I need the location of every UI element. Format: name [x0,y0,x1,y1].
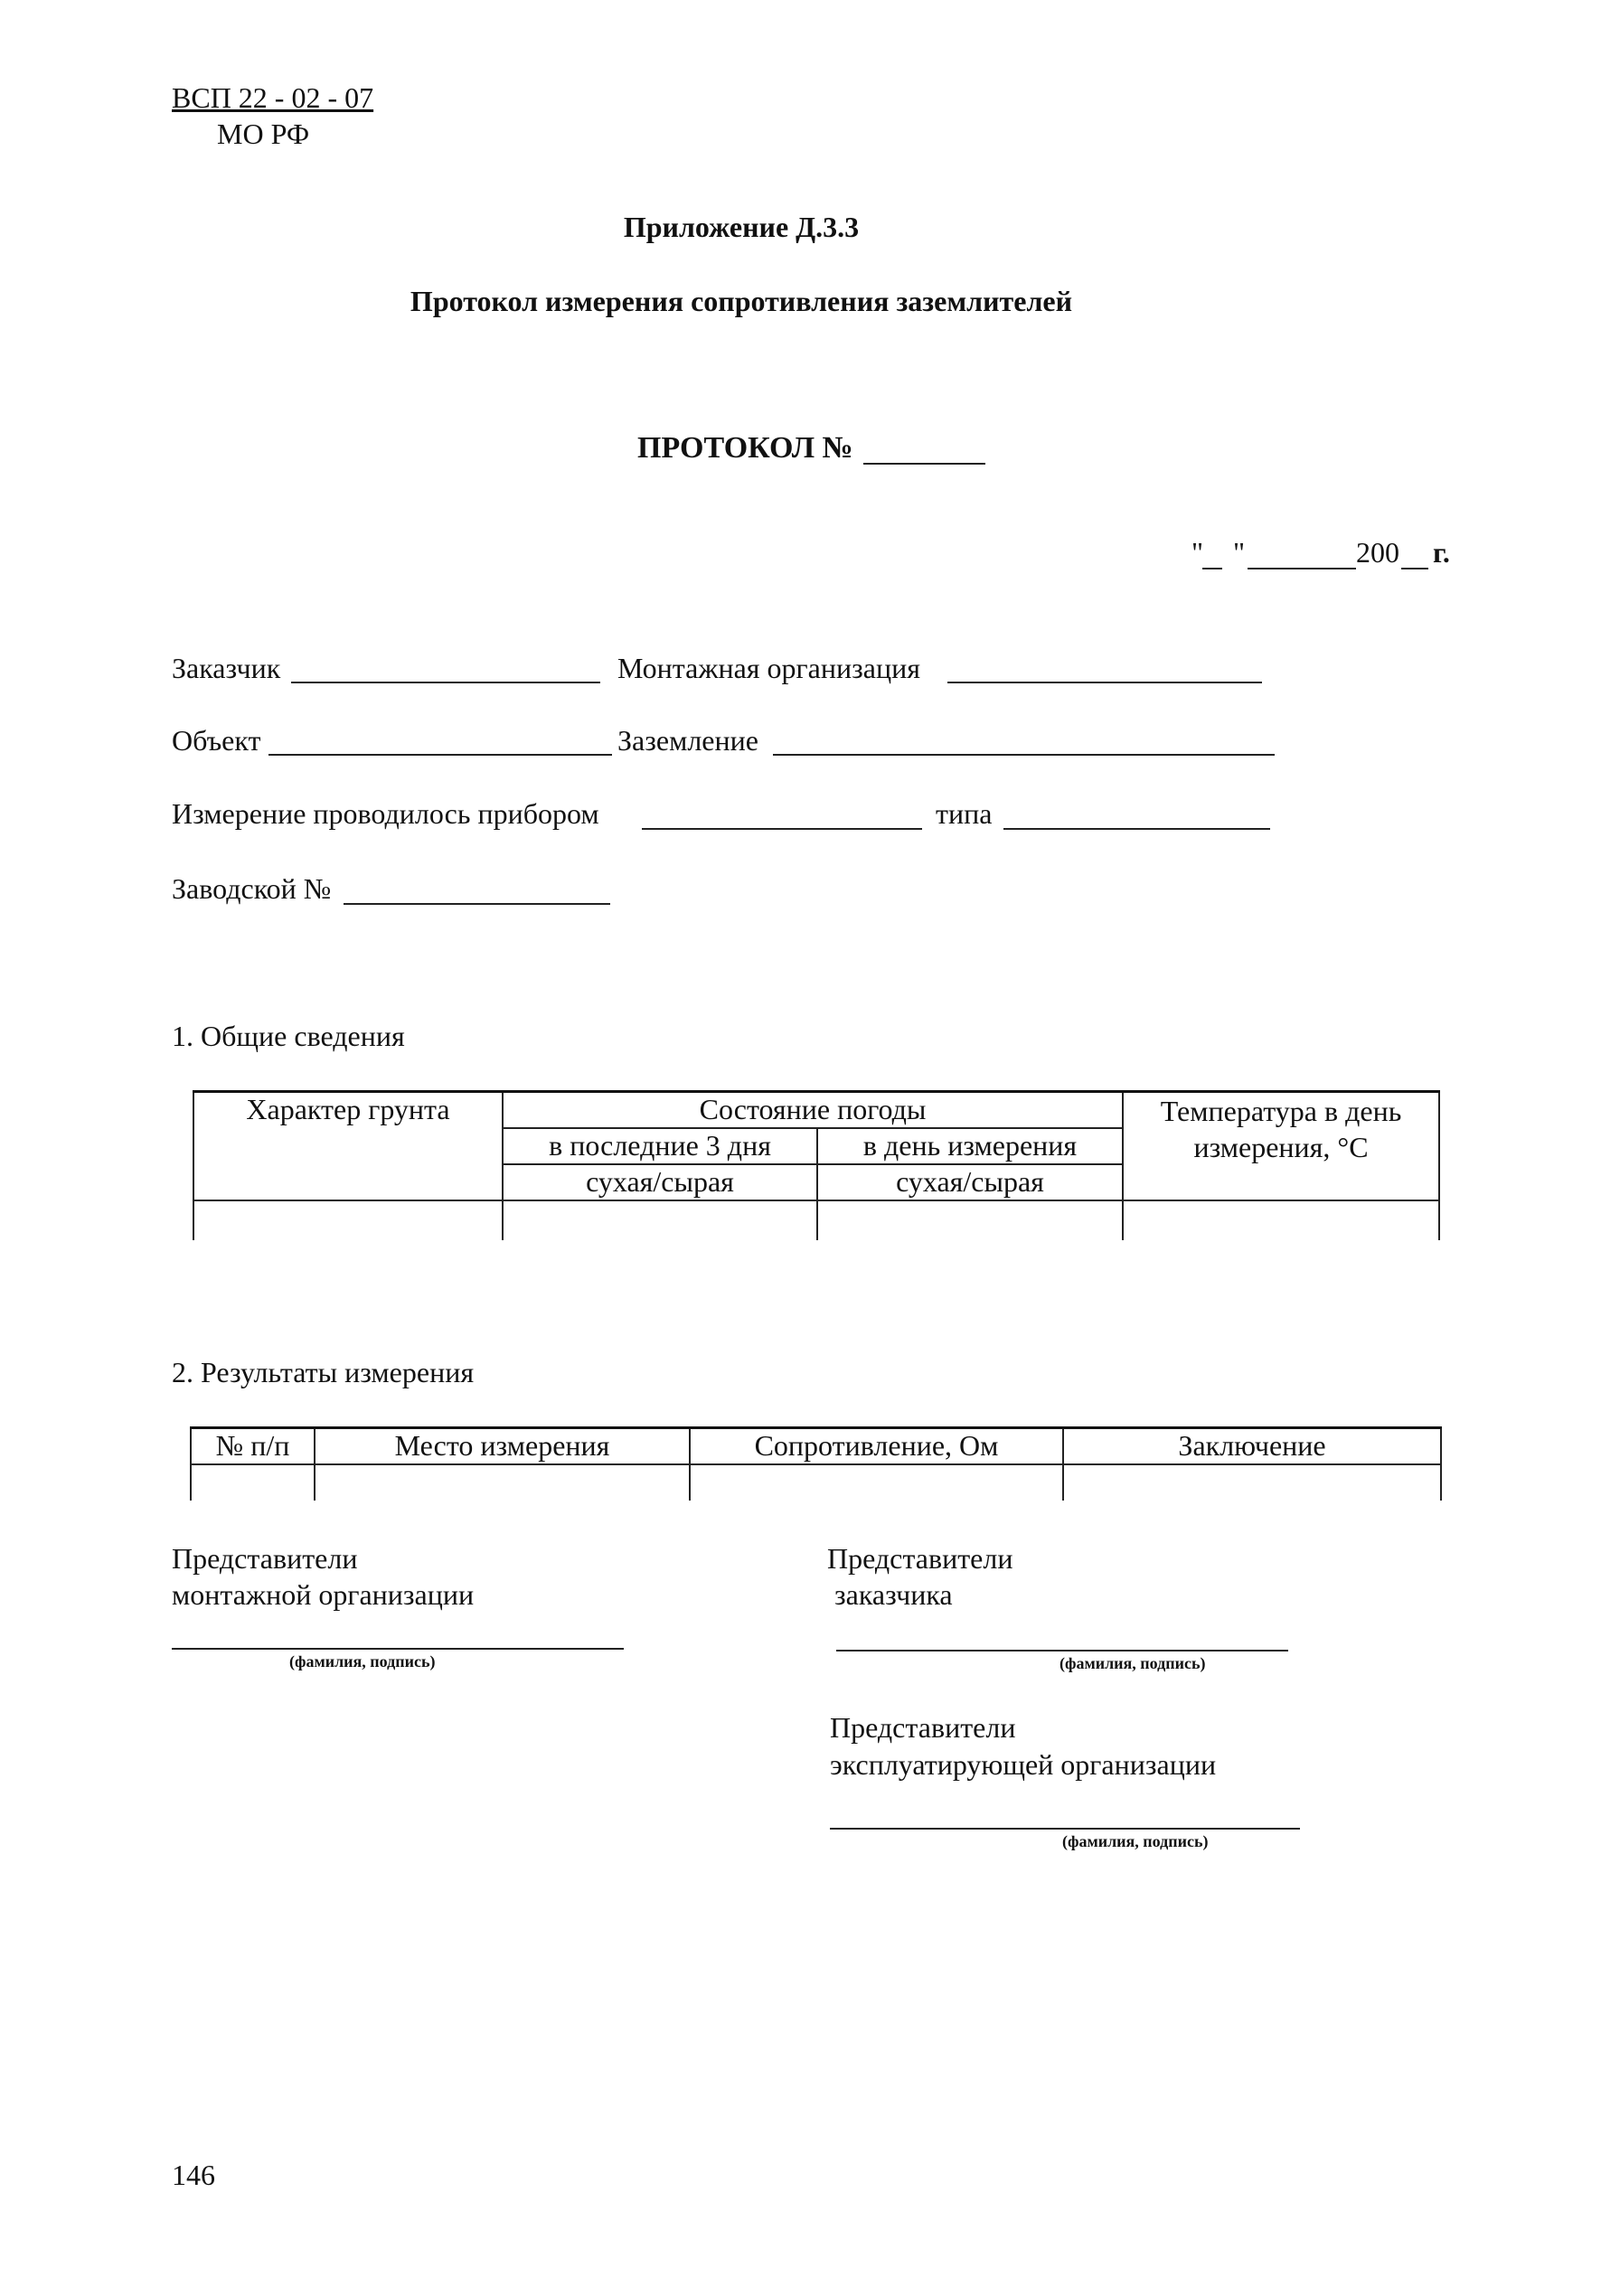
date-month-blank[interactable] [1248,568,1356,569]
operator-rep-line1: Представители [830,1711,1016,1744]
col-resistance: Сопротивление, Ом [690,1428,1063,1464]
col-soil: Характер грунта [193,1092,503,1200]
operator-signature-line[interactable] [830,1828,1300,1830]
operator-rep-line2: эксплуатирующей организации [830,1748,1217,1781]
conclusion-cell[interactable] [1063,1464,1441,1501]
object-blank[interactable] [268,754,612,756]
protocol-label: ПРОТОКОЛ № [637,431,853,465]
page-number: 146 [172,2159,215,2191]
date-quote-close: " [1233,536,1246,569]
section2-title: 2. Результаты измерения [172,1356,475,1388]
general-info-table [193,1090,1440,1240]
installer-rep-line1: Представители [172,1542,358,1575]
appendix-title: Приложение Д.3.3 [623,211,860,243]
installer-signature-caption: (фамилия, подпись) [289,1652,436,1670]
dry-wet-measure-day: сухая/сырая [817,1164,1123,1200]
grounding-blank[interactable] [773,754,1275,756]
date-year-suffix: г. [1433,536,1450,569]
device-blank[interactable] [642,828,922,830]
customer-label: Заказчик [172,652,281,684]
measure-day-cell[interactable] [817,1200,1123,1240]
dry-wet-last-3-days: сухая/сырая [503,1164,817,1200]
type-blank[interactable] [1003,828,1270,830]
device-label: Измерение проводилось прибором [172,797,599,830]
serial-label: Заводской № [172,872,332,905]
col-measure-day: в день измерения [817,1128,1123,1164]
doc-org: МО РФ [217,118,310,150]
serial-blank[interactable] [344,903,610,905]
resistance-cell[interactable] [690,1464,1063,1501]
temperature-cell[interactable] [1123,1200,1439,1240]
installer-rep-line2: монтажной организации [172,1578,475,1611]
date-quote-open: " [1191,536,1204,569]
section1-title: 1. Общие сведения [172,1020,405,1052]
col-conclusion: Заключение [1063,1428,1441,1464]
object-label: Объект [172,724,261,757]
customer-signature-caption: (фамилия, подпись) [1059,1654,1206,1672]
col-temperature: Температура в день измерения, °С [1123,1092,1439,1200]
installer-blank[interactable] [947,682,1262,683]
last-3-days-cell[interactable] [503,1200,817,1240]
date-year-blank[interactable] [1401,568,1428,569]
col-weather: Состояние погоды [503,1092,1123,1128]
col-last-3-days: в последние 3 дня [503,1128,817,1164]
protocol-number-blank[interactable] [863,463,985,465]
date-day-blank[interactable] [1202,568,1222,569]
customer-blank[interactable] [291,682,600,683]
place-cell[interactable] [315,1464,690,1501]
installer-label: Монтажная организация [617,652,920,684]
customer-signature-line[interactable] [836,1650,1288,1651]
doc-code: ВСП 22 - 02 - 07 [172,81,374,114]
operator-signature-caption: (фамилия, подпись) [1062,1832,1209,1850]
soil-cell[interactable] [193,1200,503,1240]
type-label: типа [936,797,993,830]
customer-rep-line1: Представители [827,1542,1013,1575]
installer-signature-line[interactable] [172,1648,624,1650]
results-table [190,1426,1442,1501]
document-title: Протокол измерения сопротивления заземлителей [410,285,1073,317]
number-cell[interactable] [191,1464,315,1501]
date-year-prefix: 200 [1356,536,1399,569]
col-number: № п/п [191,1428,315,1464]
col-place: Место измерения [315,1428,690,1464]
customer-rep-line2: заказчика [834,1578,953,1611]
grounding-label: Заземление [617,724,758,757]
